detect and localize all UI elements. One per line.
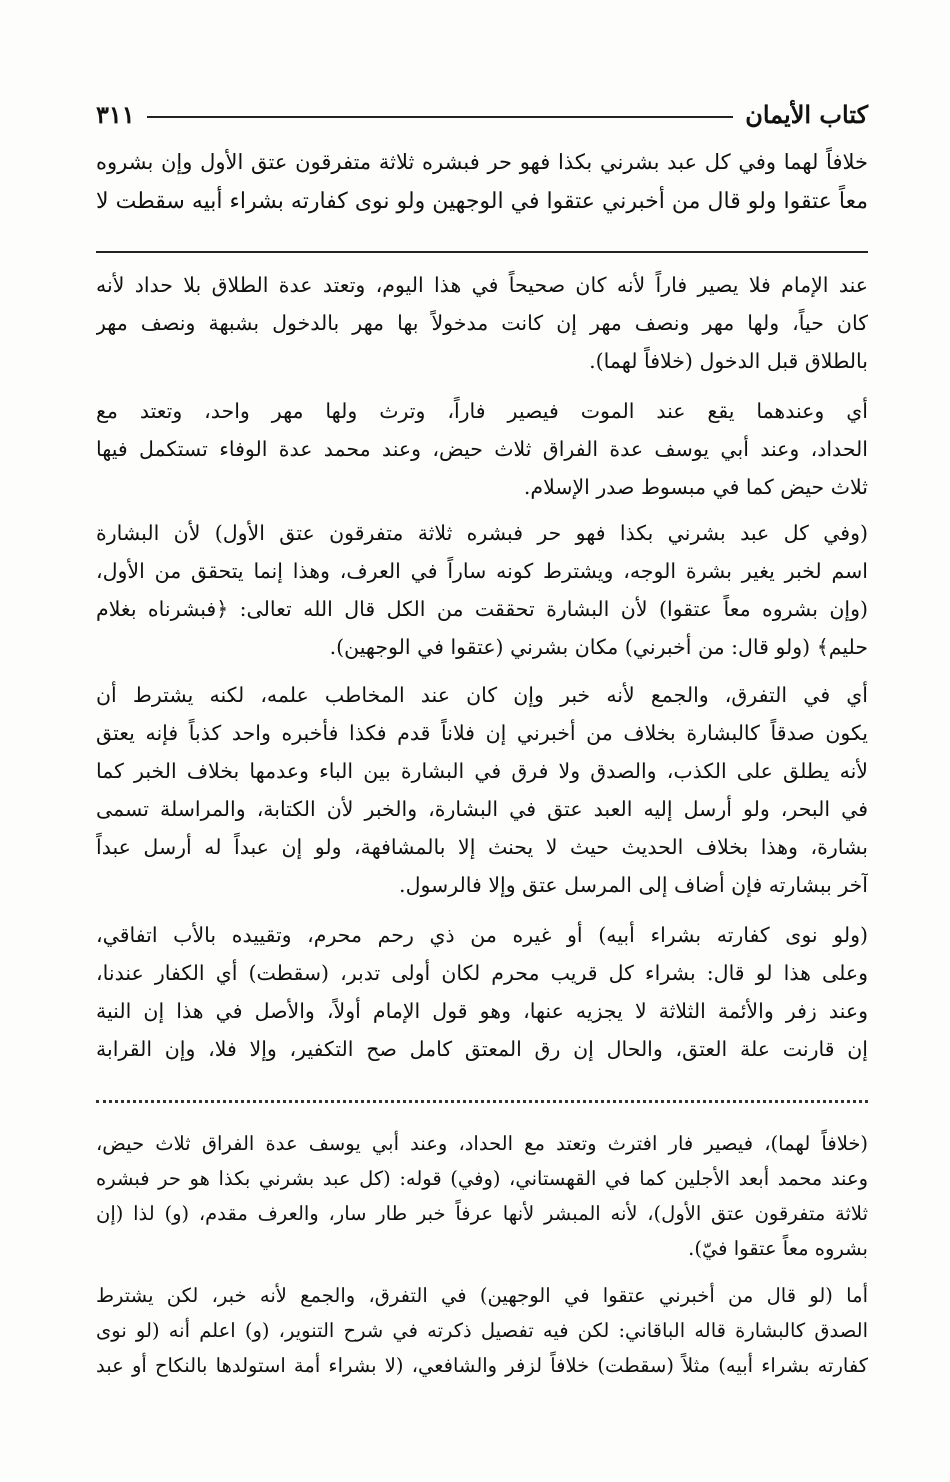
matn-divider [96,251,868,253]
sharh-line: حليم﴾ (ولو قال: من أخبرني) مكان بشرني (عتقوا في الوجهين). [329,635,868,659]
page-number: ٣١١ [96,99,135,129]
hashiya-line: وعند محمد أبعد الأجلين كما في القهستاني، (وفي) قوله: (كل عبد بشرني بكذا هو حر فبشره [96,1167,868,1190]
hashiya-paragraph-1 [96,1126,868,1266]
sharh-line: كان حياً، ولها مهر ونصف مهر إن كانت مدخولاً بها مهر بالدخول بشبهة ونصف مهر [96,311,868,335]
sharh-line: وعلى هذا لو قال: بشراء كل قريب محرم لكان أولى تدبر، (سقطت) أي الكفار عندنا، [96,961,868,985]
hashiya-paragraph-2 [96,1278,868,1383]
sharh-line: بالطلاق قبل الدخول (خلافاً لهما). [589,349,868,373]
sharh-line: (وفي كل عبد بشرني بكذا فهو حر فبشره ثلاثة متفرقون عتق الأول) لأن البشارة [96,521,868,545]
sharh-line: ثلاث حيض كما في مبسوط صدر الإسلام. [523,475,868,499]
sharh-line: أي في التفرق، والجمع لأنه خبر وإن كان عند المخاطب علمه، لكنه يشترط أن [96,683,868,707]
sharh-paragraph-1 [96,266,868,380]
sharh-paragraph-2 [96,392,868,506]
sharh-paragraph-5 [96,916,868,1068]
sharh-line: لأنه يطلق على الكذب، والصدق ولا فرق في البشارة بين الباء وعدمها بخلاف الخبر كما [96,759,868,783]
sharh-line: بشارة، وهذا بخلاف الحديث حيث لا يحنث إلا بالمشافهة، ولو إن عبداً له أرسل عبداً [96,835,868,859]
header-rule [147,116,734,118]
matn-line: خلافاً لهما وفي كل عبد بشرني بكذا فهو حر فبشره ثلاثة متفرقون عتق الأول وإن بشروه [96,150,868,174]
hashiya-line: بشروه معاً عتقوا فيّ). [688,1237,868,1260]
sharh-paragraph-4 [96,676,868,904]
sharh-line: إن قارنت علة العتق، والحال إن رق المعتق كامل صح التكفير، وإلا فلا، وإن القرابة [96,1037,868,1061]
sharh-line: عند الإمام فلا يصير فاراً لأنه كان صحيحاً في هذا اليوم، وتعتد عدة الطلاق بلا حداد لأنه [96,273,868,297]
sharh-line: اسم لخبر يغير بشرة الوجه، ويشترط كونه ساراً في العرف، وهذا إنما يتحقق من الأول، [96,559,868,583]
hashiya-line: كفارته بشراء أبيه) مثلاً (سقطت) خلافاً لزفر والشافعي، (لا بشراء أمة استولدها بالنكاح أو عبد [96,1354,868,1377]
chapter-title: كتاب الأيمان [745,99,868,129]
dotted-separator [96,1100,868,1115]
sharh-line: (ولو نوى كفارته بشراء أبيه) أو غيره من ذي رحم محرم، وتقييده بالأب اتفاقي، [96,923,868,947]
hashiya-line: أما (لو قال من أخبرني عتقوا في الوجهين) في التفرق، والجمع لأنه خبر، لكن يشترط [96,1284,868,1307]
hashiya-line: ثلاثة متفرقون عتق الأول)، لأنه المبشر لأنها عرفاً خبر طار سار، والعرف مقدم، (و) لذا (إن [96,1202,868,1225]
sharh-line: أي وعندهما يقع عند الموت فيصير فاراً، وترث ولها مهر واحد، وتعتد مع [96,399,868,423]
sharh-line: في البحر، ولو أرسل إليه العبد عتق في البشارة، والخبر لأن الكتابة، والمراسلة تسمى [96,797,868,821]
hashiya-line: (خلافاً لهما)، فيصير فار افترث وتعتد مع الحداد، وعند أبي يوسف عدة الفراق ثلاث حيض، [96,1132,868,1155]
sharh-line: (وإن بشروه معاً عتقوا) لأن البشارة تحققت من الكل قال الله تعالى: ﴿فبشرناه بغلام [96,597,868,621]
sharh-line: وعند زفر والأئمة الثلاثة لا يجزيه عنها، وهو قول الإمام أولاً، والأصل في هذا إن النية [96,999,868,1023]
sharh-line: يكون صدقاً كالبشارة بخلاف من أخبرني إن فلاناً قدم فكذا فأخبره واحد كذباً فإنه يعتق [96,721,868,745]
sharh-line: الحداد، وعند أبي يوسف عدة الفراق ثلاث حيض، وعند محمد عدة الوفاء تستكمل فيها [96,437,868,461]
sharh-paragraph-3 [96,514,868,666]
matn-text [96,142,868,222]
sharh-line: آخر ببشارته فإن أضاف إلى المرسل عتق وإلا فالرسول. [399,873,868,897]
running-header [96,96,868,132]
matn-line: معاً عتقوا ولو قال من أخبرني عتقوا في الوجهين ولو نوى كفارته بشراء أبيه سقطت لا [96,189,868,214]
hashiya-line: الصدق كالبشارة قاله الباقاني: لكن فيه تفصيل ذكرته في شرح التنوير، (و) اعلم أنه (لو نوى [96,1319,868,1342]
